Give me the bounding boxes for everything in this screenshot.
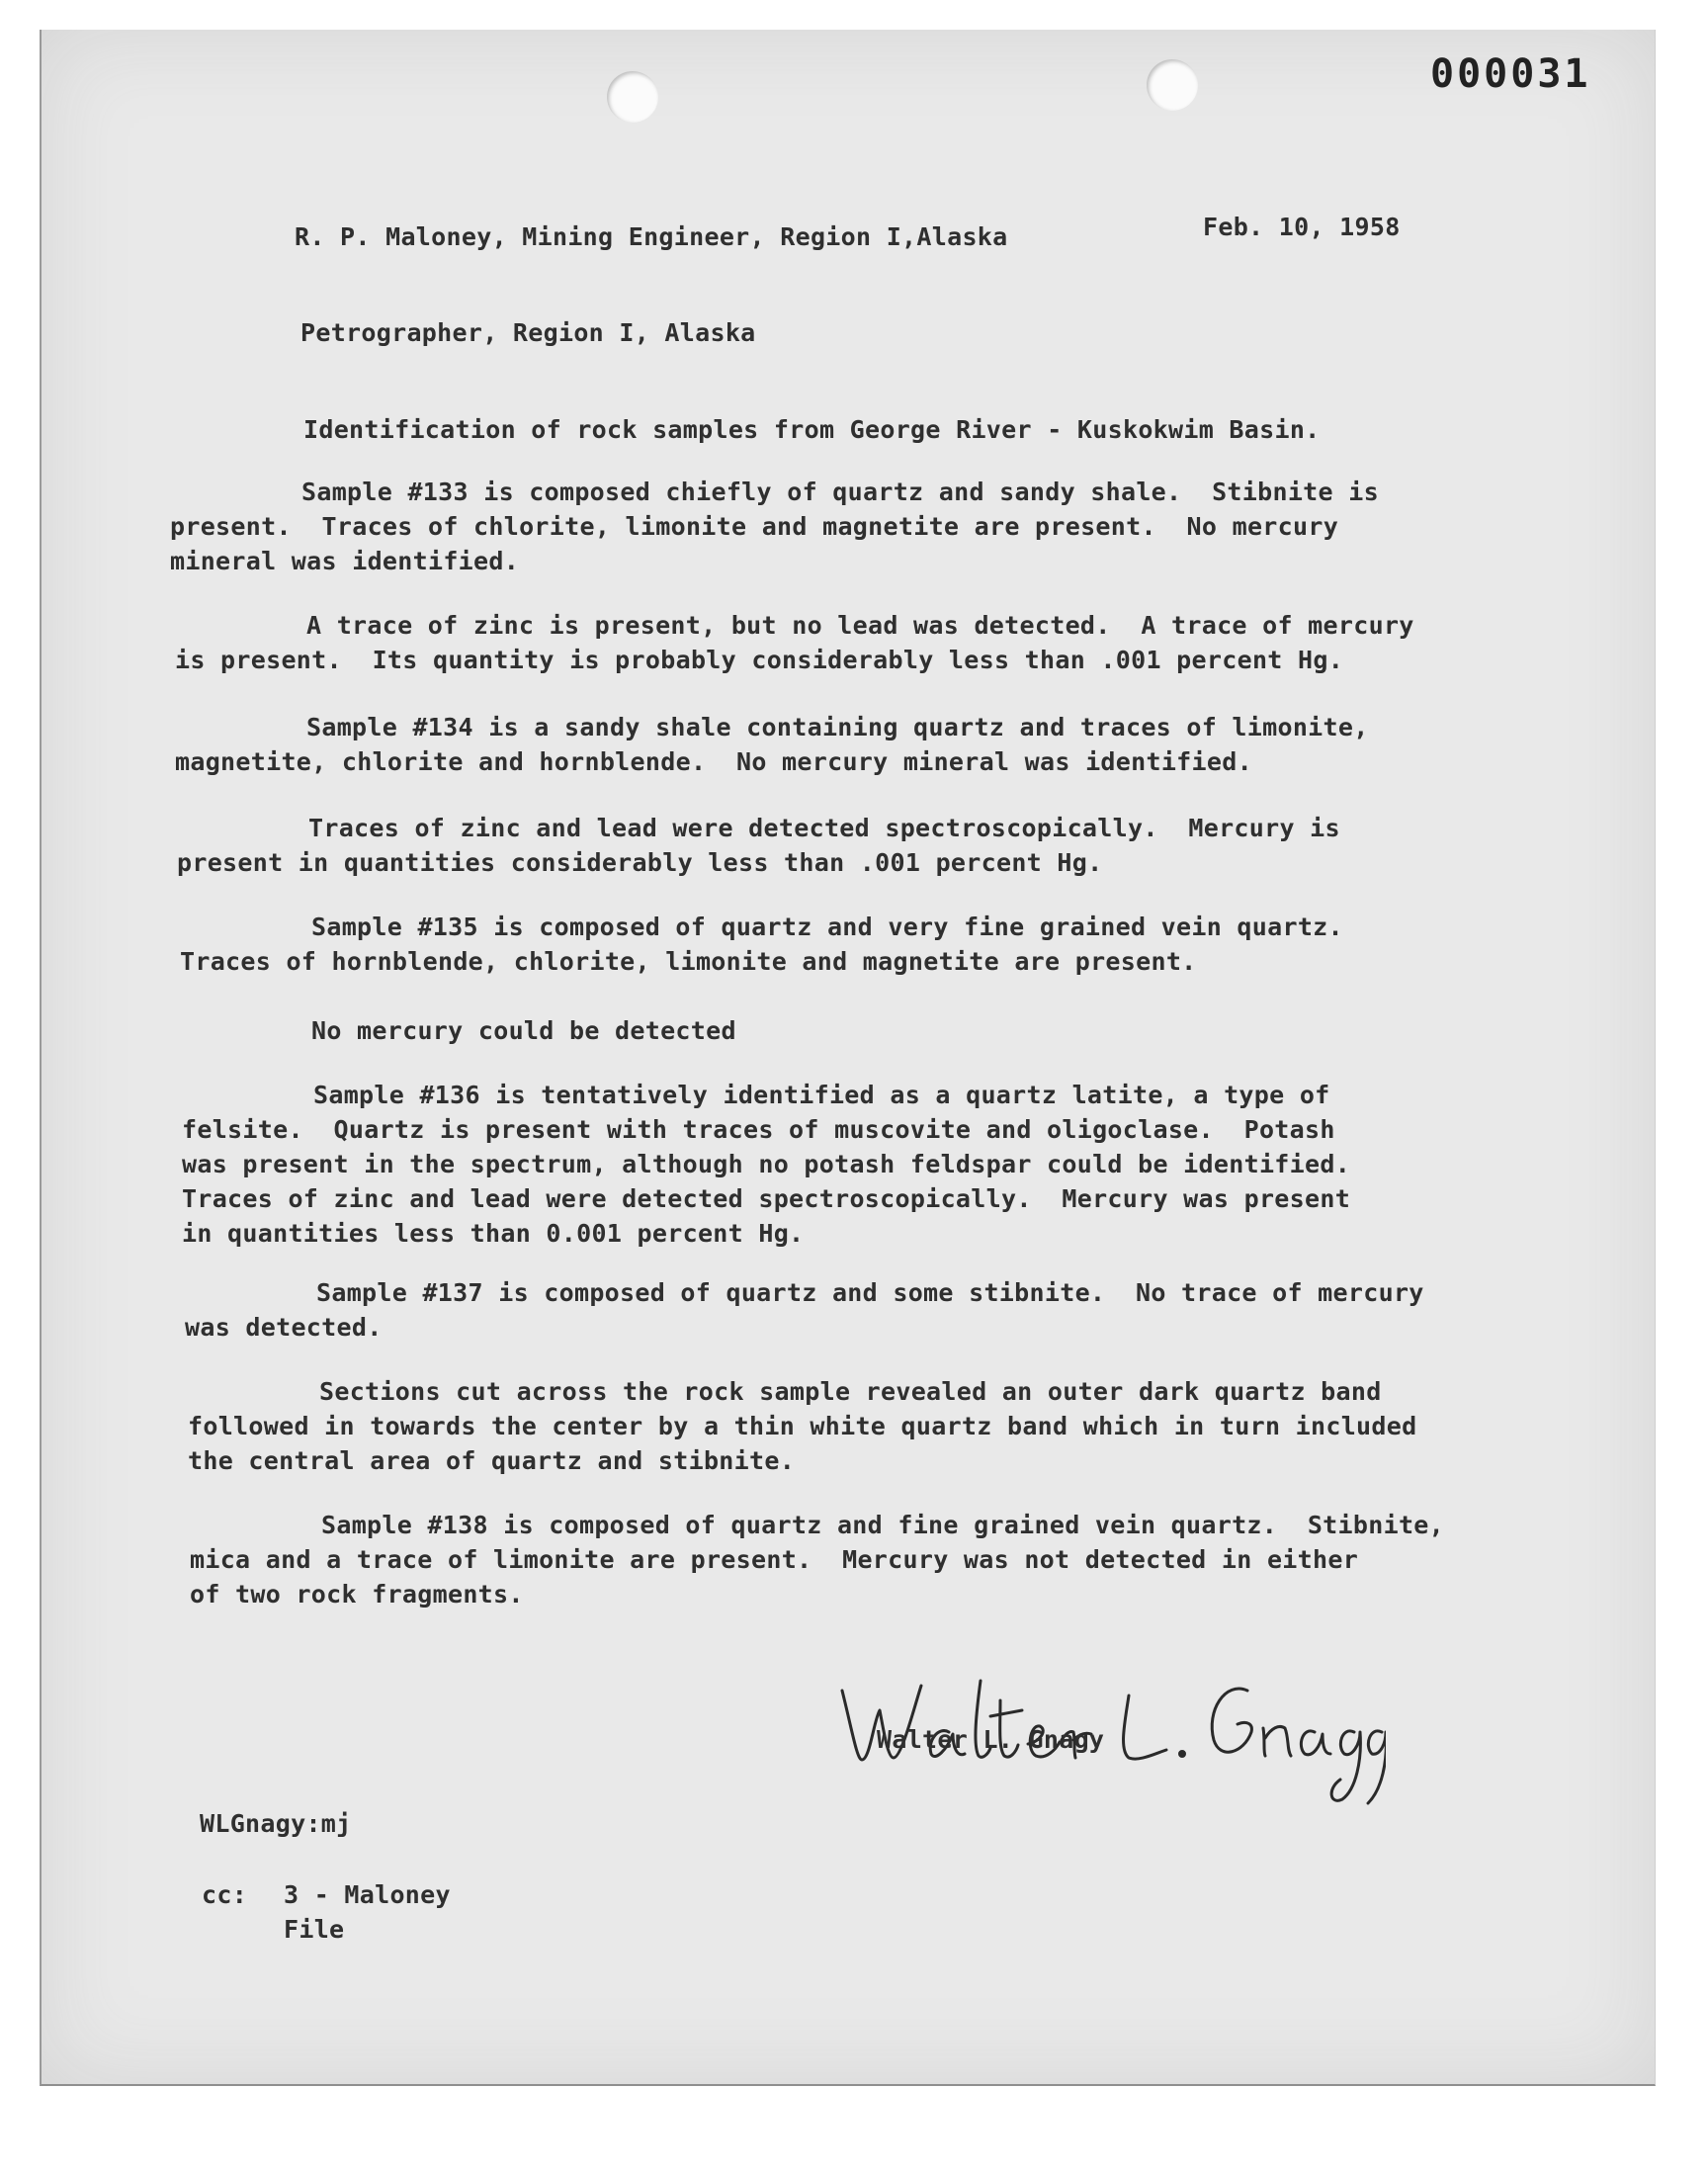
paragraph-line: the central area of quartz and stibnite.: [188, 1446, 796, 1475]
paragraph-sections: [188, 1374, 1416, 1478]
paragraph-line: Sample #138 is composed of quartz and fine grained vein quartz. Stibnite,: [321, 1511, 1444, 1539]
paragraph-sample-137: [185, 1275, 1424, 1345]
paragraph-line: A trace of zinc is present, but no lead was detected. A trace of mercury: [306, 611, 1414, 640]
paragraph-line: was present in the spectrum, although no potash feldspar could be identified.: [182, 1150, 1351, 1178]
paragraph-sample-136: [182, 1078, 1350, 1251]
header-from: R. P. Maloney, Mining Engineer, Region I,Alaska: [295, 222, 1008, 251]
paragraph-line: was detected.: [185, 1313, 383, 1342]
paragraph-line: mica and a trace of limonite are present. Mercury was not detected in either: [190, 1545, 1359, 1574]
paragraph-line: present. Traces of chlorite, limonite and magnetite are present. No mercury: [170, 512, 1339, 541]
paragraph-line: followed in towards the center by a thin white quartz band which in turn included: [188, 1412, 1417, 1440]
paragraph-line: felsite. Quartz is present with traces of muscovite and oligoclase. Potash: [182, 1115, 1335, 1144]
paragraph-line: is present. Its quantity is probably considerably less than .001 percent Hg.: [175, 646, 1344, 674]
punch-hole-left: [607, 71, 658, 123]
paragraph-sample-135: [180, 910, 1343, 979]
paragraph-line: in quantities less than 0.001 percent Hg.: [182, 1219, 805, 1248]
paragraph-zinc-134: [177, 811, 1340, 880]
paragraph-no-mercury-135: [180, 1013, 736, 1048]
paragraph-line: Traces of hornblende, chlorite, limonite and magnetite are present.: [180, 947, 1197, 976]
subject-line: Identification of rock samples from George River - Kuskokwim Basin.: [303, 415, 1321, 444]
paragraph-sample-138: [190, 1508, 1444, 1611]
cc-label: cc:: [202, 1880, 248, 1909]
paragraph-line: Sample #134 is a sandy shale containing quartz and traces of limonite,: [306, 713, 1369, 741]
paragraph-line: magnetite, chlorite and hornblende. No mercury mineral was identified.: [175, 747, 1252, 776]
paragraph-line: of two rock fragments.: [190, 1580, 524, 1609]
punch-hole-right: [1147, 59, 1198, 111]
document-number: 000031: [1430, 51, 1591, 97]
paragraph-line: Sample #136 is tentatively identified as a quartz latite, a type of: [313, 1081, 1330, 1109]
cc-item: 3 - Maloney: [284, 1880, 451, 1909]
paragraph-line: Sections cut across the rock sample revealed an outer dark quartz band: [319, 1377, 1382, 1406]
signer-typed-name: Walter L. Gnagy: [877, 1725, 1105, 1754]
paragraph-line: mineral was identified.: [170, 547, 520, 575]
paragraph-line: Traces of zinc and lead were detected spectroscopically. Mercury is: [308, 814, 1340, 842]
paragraph-line: present in quantities considerably less than .001 percent Hg.: [177, 848, 1103, 877]
initials-line: WLGnagy:mj: [200, 1809, 352, 1838]
paragraph-line: Sample #135 is composed of quartz and very fine grained vein quartz.: [311, 913, 1343, 941]
paragraph-line: No mercury could be detected: [311, 1016, 736, 1045]
paragraph-sample-133: [170, 475, 1379, 578]
header-date: Feb. 10, 1958: [1203, 213, 1401, 241]
document-page: [40, 30, 1656, 2086]
header-to: Petrographer, Region I, Alaska: [300, 318, 756, 347]
paragraph-sample-134: [175, 710, 1369, 779]
paragraph-line: Sample #133 is composed chiefly of quartz and sandy shale. Stibnite is: [301, 478, 1379, 506]
paragraph-zinc-133: [175, 608, 1414, 677]
cc-item: File: [284, 1915, 345, 1944]
paragraph-line: Sample #137 is composed of quartz and some stibnite. No trace of mercury: [316, 1278, 1424, 1307]
paragraph-line: Traces of zinc and lead were detected spectroscopically. Mercury was present: [182, 1184, 1351, 1213]
